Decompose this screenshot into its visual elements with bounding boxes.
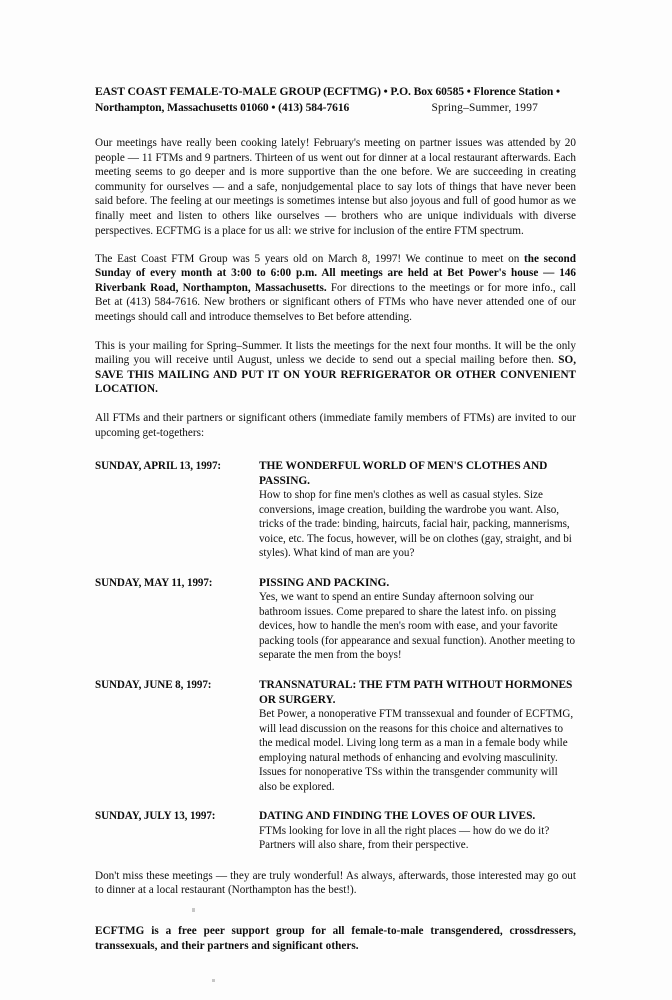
issue-date: Spring–Summer, 1997 xyxy=(431,101,538,114)
meeting-date: SUNDAY, JULY 13, 1997: xyxy=(95,810,216,823)
meeting-body xyxy=(259,678,576,794)
mailing-text-lead: This is your mailing for Spring–Summer. It lists the meetings for the next four months. It will be the only mailing you will receive until August, unless we decide to send out a special mailing before then. xyxy=(95,339,576,367)
meeting-schedule-paragraph xyxy=(95,252,576,325)
mailing-notice-paragraph xyxy=(95,339,576,397)
document-content xyxy=(95,84,576,953)
scan-speck xyxy=(212,979,215,982)
invitation-paragraph: All FTMs and their partners or significant others (immediate family members of FTMs) are invited to our upcoming get-togethers: xyxy=(95,412,576,439)
meeting-title: THE WONDERFUL WORLD OF MEN'S CLOTHES AND PASSING. xyxy=(259,460,548,487)
mailing-emphasis: SO, SAVE THIS MAILING AND PUT IT ON YOUR REFRIGERATOR OR OTHER CONVENIENT LOCATION. xyxy=(95,354,576,396)
intro-paragraph: Our meetings have really been cooking lately! February's meeting on partner issues was attended by 20 people — 11 FTMs and 9 partners. Thirteen of us went out for dinner at a local restaurant afterwards. Each meeting seems to go deeper and is more supportive than the one before. We are succeeding in creating community for ourselves — and a safe, nonjudgemental place to say lots of things that have never been said before. The feeling at our meetings is sometimes intense but also joyous and full of good humor as we finally meet and listen to others like ourselves — brothers who are unique individuals with diverse perspectives. ECFTMG is a place for us all: we strive for inclusion of the entire FTM spectrum. xyxy=(95,137,576,237)
masthead-second-row xyxy=(95,100,576,117)
masthead xyxy=(95,84,576,116)
meeting-title: DATING AND FINDING THE LOVES OF OUR LIVES. xyxy=(259,810,536,823)
meeting-entry xyxy=(95,459,576,561)
group-statement: ECFTMG is a free peer support group for all female-to-male transgendered, crossdressers, transsexuals, and their partners and significant others. xyxy=(95,924,576,952)
meeting-date: SUNDAY, APRIL 13, 1997: xyxy=(95,460,222,473)
meeting-entry xyxy=(95,809,576,853)
meeting-description: FTMs looking for love in all the right places — how do we do it? Partners will also share, from their perspective. xyxy=(259,824,550,852)
meeting-body xyxy=(259,576,576,663)
meeting-title: TRANSNATURAL: THE FTM PATH WITHOUT HORMONES OR SURGERY. xyxy=(259,678,573,706)
organization-line: EAST COAST FEMALE-TO-MALE GROUP (ECFTMG) • P.O. Box 60585 • Florence Station • xyxy=(95,85,560,98)
meeting-description: Bet Power, a nonoperative FTM transsexual and founder of ECFTMG, will lead discussion on the reasons for this choice and alternatives to the medical model. Living long term as a man in a female body while employing natural methods of enhancing and evolving masculinity. Issues for nonoperative TSs within the transgender community will also be explored. xyxy=(259,708,574,793)
meeting-date: SUNDAY, MAY 11, 1997: xyxy=(95,576,213,589)
meeting-body xyxy=(259,809,576,853)
schedule-text-tail: For directions to the meetings or for more info., call Bet at (413) 584-7616. New brothers or significant others of FTMs who have never attended one of our meetings should call and introduce themselves to Bet before attending. xyxy=(95,281,576,324)
meeting-description: How to shop for fine men's clothes as well as casual styles. Size conversions, image creation, building the wardrobe you want. Also, tricks of the trade: binding, haircuts, facial hair, packing, mannerisms, voice, etc. The focus, however, will be on clothes (gay, straight, and bi styles). What kind of man are you? xyxy=(259,489,572,560)
meeting-date: SUNDAY, JUNE 8, 1997: xyxy=(95,678,212,691)
schedule-emphasis: the second Sunday of every month at 3:00 to 6:00 p.m. All meetings are held at Bet Power's house — 146 Riverbank Road, Northampton, Massachusetts. xyxy=(95,252,576,294)
closing-paragraph: Don't miss these meetings — they are truly wonderful! As always, afterwards, those interested may go out to dinner at a local restaurant (Northampton has the best!). xyxy=(95,869,576,897)
meeting-entry xyxy=(95,678,576,794)
meetings-list xyxy=(95,459,576,853)
meeting-title: PISSING AND PACKING. xyxy=(259,576,390,589)
schedule-text-lead: The East Coast FTM Group was 5 years old on March 8, 1997! We continue to meet on xyxy=(95,252,525,265)
meeting-entry xyxy=(95,576,576,663)
meeting-description: Yes, we want to spend an entire Sunday afternoon solving our bathroom issues. Come prepared to share the latest info. on pissing devices, how to handle the men's room with ease, and your favorite packing tools (for appearance and sexual function). Another meeting to separate the men from the boys! xyxy=(259,591,576,662)
meeting-body xyxy=(259,459,576,561)
address-line: Northampton, Massachusetts 01060 • (413) 584-7616 xyxy=(95,100,350,114)
scan-speck xyxy=(192,908,195,912)
